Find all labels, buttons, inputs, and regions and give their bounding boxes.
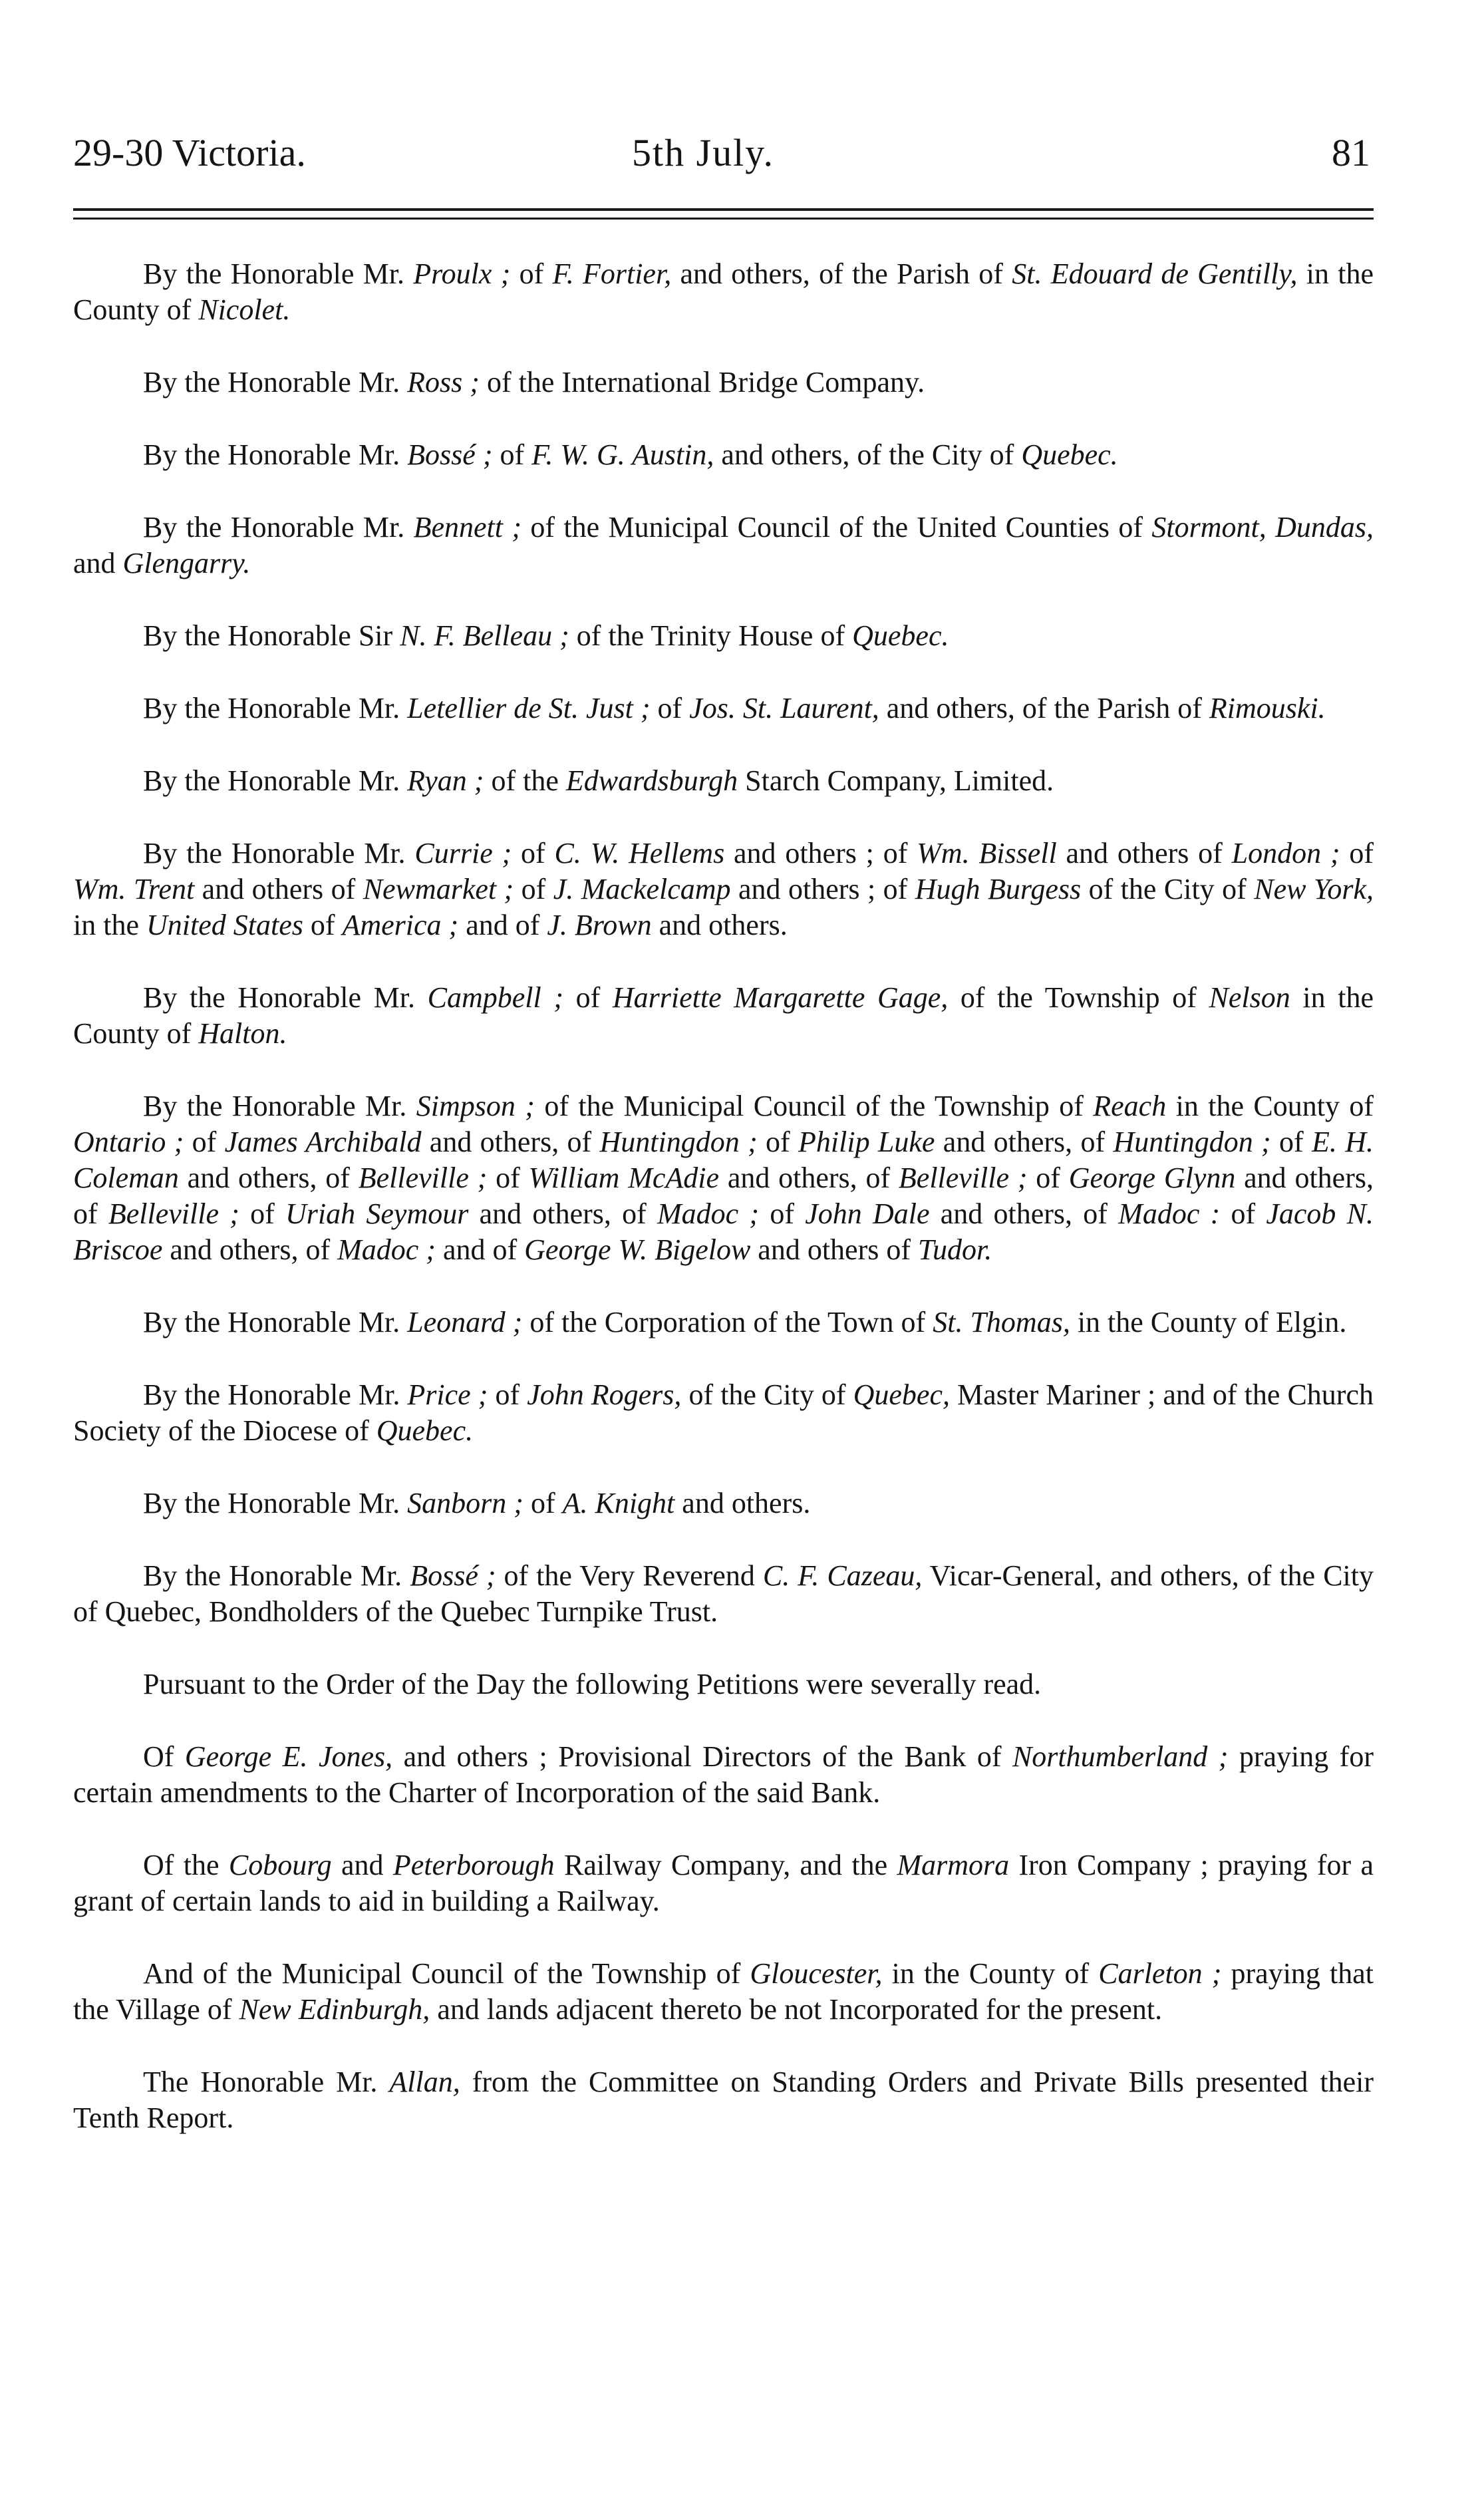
- italic-run: A. Knight: [562, 1487, 675, 1519]
- text-run: Starch Company, Limited.: [738, 764, 1054, 797]
- paragraph: [73, 1956, 1374, 2028]
- paragraph: [73, 980, 1374, 1052]
- italic-run: Jos. St. Laurent,: [689, 692, 879, 724]
- italic-run: Allan,: [389, 2066, 460, 2098]
- text-run: The Honorable Mr.: [143, 2066, 390, 2098]
- paragraph: [73, 1485, 1374, 1521]
- text-run: By the Honorable Sir: [143, 619, 400, 652]
- italic-run: Belleville ;: [898, 1162, 1028, 1194]
- text-run: of the: [484, 764, 566, 797]
- italic-run: Campbell ;: [427, 981, 563, 1014]
- paragraph: [73, 1666, 1374, 1702]
- session-label: 29-30 Victoria.: [73, 131, 306, 174]
- text-run: and others, of: [719, 1162, 899, 1194]
- text-run: By the Honorable Mr.: [143, 1559, 410, 1592]
- italic-run: C. W. Hellems: [554, 837, 725, 869]
- text-run: and others, of: [935, 1126, 1113, 1158]
- italic-run: Bennett ;: [413, 511, 521, 544]
- text-run: and others ; Provisional Directors of the Bank of: [392, 1740, 1012, 1773]
- italic-run: Nelson: [1209, 981, 1290, 1014]
- text-run: of the Municipal Council of the United Counties of: [521, 511, 1152, 544]
- text-run: By the Honorable Mr.: [143, 1306, 408, 1338]
- italic-run: Leonard ;: [407, 1306, 523, 1338]
- text-run: and others, of: [178, 1162, 359, 1194]
- italic-run: Quebec.: [1021, 438, 1118, 471]
- italic-run: Quebec.: [852, 619, 949, 652]
- text-run: and others, of: [421, 1126, 600, 1158]
- italic-run: John Rogers,: [527, 1378, 682, 1411]
- italic-run: Harriette Margarette Gage,: [612, 981, 949, 1014]
- italic-run: Hugh Burgess: [915, 873, 1082, 905]
- italic-run: Wm. Bissell: [917, 837, 1057, 869]
- italic-run: Quebec.: [376, 1414, 474, 1447]
- text-run: of the City of: [1081, 873, 1255, 905]
- italic-run: St. Thomas,: [933, 1306, 1070, 1338]
- text-run: By the Honorable Mr.: [143, 981, 428, 1014]
- text-run: Pursuant to the Order of the Day the following Petitions were severally read.: [143, 1668, 1042, 1700]
- italic-run: James Archibald: [224, 1126, 422, 1158]
- body-text: [73, 256, 1374, 2136]
- italic-run: Madoc :: [1118, 1197, 1221, 1230]
- italic-run: Stormont, Dundas,: [1151, 511, 1374, 544]
- italic-run: George E. Jones,: [184, 1740, 393, 1773]
- text-run: and: [73, 547, 123, 579]
- text-run: of: [757, 1126, 799, 1158]
- text-run: and others, of: [162, 1233, 338, 1266]
- italic-run: J. Mackelcamp: [553, 873, 731, 905]
- italic-run: Tudor.: [918, 1233, 992, 1266]
- italic-run: Huntingdon ;: [599, 1126, 758, 1158]
- paragraph: [73, 510, 1374, 581]
- text-run: Iron Company ; praying for a grant of certain lands to aid in building a Railway.: [73, 1849, 1374, 1917]
- header-rule-thick: [73, 208, 1374, 211]
- italic-run: Bossé ;: [410, 1559, 496, 1592]
- text-run: of the Township of: [948, 981, 1209, 1014]
- italic-run: Philip Luke: [798, 1126, 935, 1158]
- text-run: and of: [435, 1233, 525, 1266]
- italic-run: Halton.: [198, 1017, 287, 1050]
- italic-run: William McAdie: [528, 1162, 720, 1194]
- italic-run: E. H. Coleman: [73, 1126, 1374, 1194]
- text-run: and others, of the City of: [714, 438, 1022, 471]
- text-run: Vicar-General, and others, of the City of Quebec, Bondholders of the Quebec Turnpike Trust.: [73, 1559, 1374, 1628]
- text-run: and others of: [750, 1233, 919, 1266]
- text-run: and others of: [1056, 837, 1232, 869]
- italic-run: Glengarry.: [122, 547, 251, 579]
- paragraph: [73, 1847, 1374, 1919]
- text-run: By the Honorable Mr.: [143, 366, 408, 398]
- italic-run: Jacob N. Briscoe: [73, 1197, 1374, 1266]
- text-run: and others of: [194, 873, 363, 905]
- italic-run: Quebec,: [853, 1378, 950, 1411]
- text-run: of: [523, 1487, 563, 1519]
- text-run: of the International Bridge Company.: [479, 366, 925, 398]
- italic-run: Madoc ;: [657, 1197, 760, 1230]
- text-run: of: [1270, 1126, 1312, 1158]
- header-rule-thin: [73, 218, 1374, 220]
- text-run: and lands adjacent thereto be not Incorporated for the present.: [430, 1993, 1163, 2026]
- text-run: By the Honorable Mr.: [143, 257, 414, 290]
- italic-run: J. Brown: [547, 909, 652, 941]
- paragraph: [73, 256, 1374, 328]
- italic-run: Northumberland ;: [1012, 1740, 1229, 1773]
- text-run: of the Very Reverend: [496, 1559, 763, 1592]
- italic-run: Currie ;: [414, 837, 512, 869]
- text-run: and others.: [651, 909, 788, 941]
- text-run: By the Honorable Mr.: [143, 1090, 416, 1122]
- text-run: By the Honorable Mr.: [143, 511, 414, 544]
- text-run: Master Mariner ; and of the Church Society of the Diocese of: [73, 1378, 1374, 1447]
- italic-run: Gloucester,: [750, 1957, 883, 1990]
- italic-run: N. F. Belleau ;: [400, 619, 569, 652]
- italic-run: New York,: [1254, 873, 1374, 905]
- italic-run: Reach: [1093, 1090, 1167, 1122]
- text-run: By the Honorable Mr.: [143, 837, 415, 869]
- text-run: of: [487, 1162, 529, 1194]
- text-run: in the County of: [1166, 1090, 1374, 1122]
- italic-run: America ;: [342, 909, 459, 941]
- text-run: of: [239, 1197, 286, 1230]
- text-run: in the County of Elgin.: [1070, 1306, 1347, 1338]
- text-run: and others, of: [929, 1197, 1119, 1230]
- page-header: [73, 120, 1370, 186]
- text-run: and others, of the Parish of: [671, 257, 1012, 290]
- italic-run: Proulx ;: [413, 257, 511, 290]
- text-run: of the Municipal Council of the Township of: [534, 1090, 1094, 1122]
- text-run: in the County of: [73, 981, 1374, 1050]
- italic-run: Belleville ;: [358, 1162, 488, 1194]
- paragraph: [73, 1305, 1374, 1340]
- italic-run: Madoc ;: [337, 1233, 436, 1266]
- paragraph: [73, 618, 1374, 654]
- italic-run: Ryan ;: [407, 764, 484, 797]
- text-run: Of: [143, 1740, 185, 1773]
- italic-run: Ross ;: [407, 366, 480, 398]
- italic-run: C. F. Cazeau,: [762, 1559, 923, 1592]
- text-run: And of the Municipal Council of the Township of: [143, 1957, 750, 1990]
- italic-run: Cobourg: [228, 1849, 332, 1881]
- text-run: By the Honorable Mr.: [143, 692, 408, 724]
- paragraph: [73, 836, 1374, 943]
- text-run: of the Trinity House of: [569, 619, 853, 652]
- italic-run: John Dale: [805, 1197, 930, 1230]
- text-run: and others.: [674, 1487, 811, 1519]
- italic-run: Sanborn ;: [407, 1487, 523, 1519]
- text-run: of: [492, 438, 532, 471]
- text-run: of: [1220, 1197, 1266, 1230]
- text-run: of: [510, 257, 553, 290]
- italic-run: Simpson ;: [416, 1090, 535, 1122]
- text-run: Of the: [143, 1849, 229, 1881]
- text-run: of: [650, 692, 690, 724]
- italic-run: Bossé ;: [407, 438, 493, 471]
- text-run: of: [1340, 837, 1374, 869]
- italic-run: Belleville ;: [108, 1197, 239, 1230]
- text-run: By the Honorable Mr.: [143, 438, 408, 471]
- text-run: By the Honorable Mr.: [143, 764, 408, 797]
- text-run: and others, of: [73, 1162, 1374, 1230]
- paragraph: [73, 1088, 1374, 1268]
- text-run: in the: [73, 909, 146, 941]
- italic-run: St. Edouard de Gentilly,: [1012, 257, 1298, 290]
- italic-run: Marmora: [897, 1849, 1010, 1881]
- page-number: 81: [1332, 131, 1370, 174]
- italic-run: Carleton ;: [1098, 1957, 1222, 1990]
- paragraph: [73, 691, 1374, 726]
- italic-run: Nicolet.: [198, 293, 291, 326]
- italic-run: New Edinburgh,: [239, 1993, 430, 2026]
- italic-run: Price ;: [407, 1378, 488, 1411]
- text-run: and: [331, 1849, 393, 1881]
- text-run: of: [514, 873, 553, 905]
- paragraph: [73, 437, 1374, 473]
- text-run: By the Honorable Mr.: [143, 1487, 408, 1519]
- italic-run: F. W. G. Austin,: [531, 438, 714, 471]
- italic-run: Huntingdon ;: [1113, 1126, 1271, 1158]
- text-run: of: [488, 1378, 527, 1411]
- text-run: of: [512, 837, 555, 869]
- text-run: of the City of: [681, 1378, 853, 1411]
- paragraph: [73, 1377, 1374, 1449]
- italic-run: United States: [146, 909, 303, 941]
- paragraph: [73, 1739, 1374, 1811]
- text-run: praying for certain amendments to the Charter of Incorporation of the said Bank.: [73, 1740, 1374, 1809]
- paragraph: [73, 763, 1374, 799]
- italic-run: Wm. Trent: [73, 873, 195, 905]
- paragraph: [73, 365, 1374, 400]
- italic-run: Rimouski.: [1209, 692, 1326, 724]
- text-run: of: [184, 1126, 225, 1158]
- text-run: of the Corporation of the Town of: [522, 1306, 933, 1338]
- text-run: By the Honorable Mr.: [143, 1378, 408, 1411]
- italic-run: F. Fortier,: [552, 257, 672, 290]
- italic-run: Edwardsburgh: [565, 764, 738, 797]
- text-run: in the County of: [73, 257, 1374, 326]
- italic-run: London ;: [1231, 837, 1340, 869]
- text-run: of: [1027, 1162, 1069, 1194]
- italic-run: Ontario ;: [73, 1126, 184, 1158]
- italic-run: George Glynn: [1068, 1162, 1236, 1194]
- text-run: Railway Company, and the: [554, 1849, 897, 1881]
- italic-run: Newmarket ;: [363, 873, 514, 905]
- text-run: praying that the Village of: [73, 1957, 1374, 2026]
- italic-run: Uriah Seymour: [285, 1197, 469, 1230]
- text-run: and of: [458, 909, 547, 941]
- text-run: and others, of: [468, 1197, 658, 1230]
- text-run: and others ; of: [724, 837, 917, 869]
- paragraph: [73, 1558, 1374, 1630]
- text-run: in the County of: [882, 1957, 1099, 1990]
- date-label: 5th July.: [632, 131, 775, 174]
- text-run: of: [303, 909, 343, 941]
- italic-run: Letellier de St. Just ;: [407, 692, 651, 724]
- text-run: of: [759, 1197, 806, 1230]
- text-run: and others ; of: [730, 873, 915, 905]
- text-run: of: [563, 981, 613, 1014]
- paragraph: [73, 2064, 1374, 2136]
- italic-run: George W. Bigelow: [524, 1233, 751, 1266]
- italic-run: Peterborough: [392, 1849, 555, 1881]
- text-run: and others, of the Parish of: [879, 692, 1209, 724]
- text-run: from the Committee on Standing Orders and Private Bills presented their Tenth Report.: [73, 2066, 1374, 2134]
